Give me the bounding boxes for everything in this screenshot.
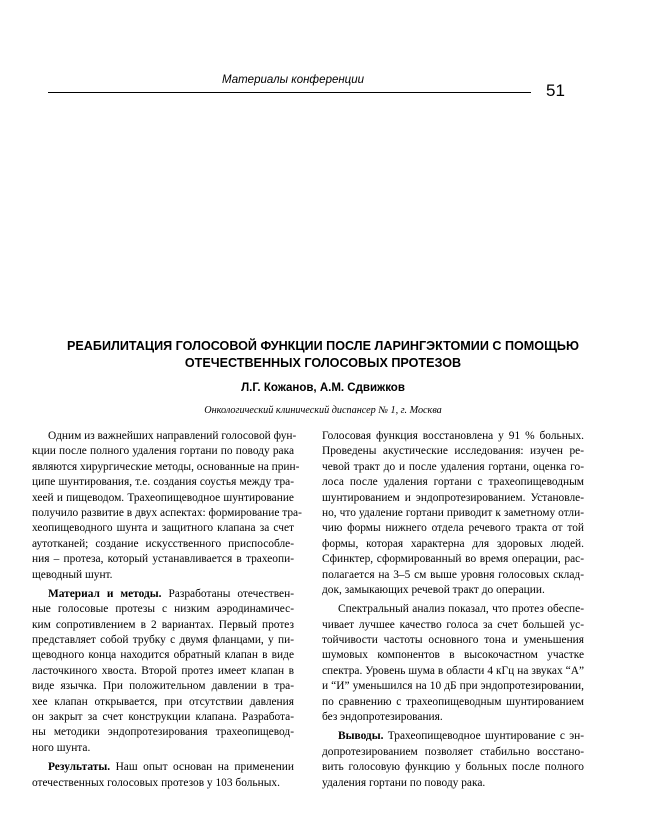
text-line: удаления гортани по поводу рака. bbox=[322, 776, 486, 789]
text-line: чию формы нижнего отдела речевого тракта от той bbox=[322, 522, 584, 535]
text-line: ласточкиного хвоста. Второй протез имеет клапан в bbox=[32, 664, 294, 677]
text-line: щеводного конца находится обратный клапан в виде bbox=[32, 649, 294, 662]
text-line: Проведены акустические исследования: изучен ре- bbox=[322, 445, 584, 458]
text-line: спектра. Уровень шума в области 4 кГц на звуках “А” bbox=[322, 664, 584, 677]
text-line: Сфинктер, сформированный во время операции, рас- bbox=[322, 553, 584, 566]
text-line: шумовых компонентов в высокочастном участке bbox=[322, 649, 584, 662]
article-authors: Л.Г. Кожанов, А.М. Сдвижков bbox=[241, 382, 405, 394]
text-line: без эндопротезирования. bbox=[322, 711, 443, 724]
text-line: Выводы. Трахеопищеводное шунтирование с эн- bbox=[338, 730, 584, 743]
text-line: чевой тракт до и после удаления гортани, оценка го- bbox=[322, 460, 584, 473]
text-line: док, замыкающих речевой тракт до операции. bbox=[322, 583, 545, 596]
section-heading: Выводы. bbox=[338, 730, 384, 743]
text-line: полагается на 3–5 см выше уровня голосовых склад- bbox=[322, 568, 584, 581]
text-line: хеей и пищеводом. Трахеопищеводное шунтирование bbox=[32, 491, 294, 504]
text-line: по сравнению с трахеопищеводным шунтированием bbox=[322, 695, 584, 708]
text-line: кции после полного удаления гортани по поводу рака bbox=[32, 445, 294, 458]
text-line: хее клапан открывается, при отсутствии давления bbox=[32, 695, 294, 708]
page-number: 51 bbox=[546, 81, 565, 100]
text-line: формы, которая характерна для здоровых людей. bbox=[322, 537, 584, 550]
article-title bbox=[40, 338, 606, 372]
header-rule bbox=[48, 92, 531, 93]
text-line: получило развитие в двух аспектах: формирование тра- bbox=[32, 506, 302, 519]
text-line: тойчивости частоты основного тона и уменьшения bbox=[322, 634, 584, 647]
text-line: допротезированием позволяет стабильно восстано- bbox=[322, 745, 584, 758]
text-line: ким сопротивлением в 2 вариантах. Первый протез bbox=[32, 618, 294, 631]
text-line: ципе шунтирования, т.е. создания соустья между тра- bbox=[32, 476, 294, 489]
text-line: отечественных голосовых протезов у 103 больных. bbox=[32, 776, 280, 789]
text-line: лоса после удаления гортани с трахеопищеводным bbox=[322, 476, 584, 489]
text-line: и “И” уменьшился на 10 дБ при эндопротезировании, bbox=[322, 680, 584, 693]
text-line: ные голосовые протезы с низким аэродинамичес- bbox=[32, 603, 294, 616]
text-line: Спектральный анализ показал, что протез обеспе- bbox=[338, 603, 584, 616]
section-heading: Материал и методы. bbox=[48, 587, 162, 600]
text-line: являются хирургические методы, основанные на прин- bbox=[32, 460, 300, 473]
text-line: чивает лучшее качество голоса за счет большей ус- bbox=[322, 618, 584, 631]
section-heading: Результаты. bbox=[48, 761, 111, 774]
article-title-line: РЕАБИЛИТАЦИЯ ГОЛОСОВОЙ ФУНКЦИИ ПОСЛЕ ЛАРИНГЭКТОМИИ С ПОМОЩЬЮ bbox=[67, 339, 579, 353]
text-line: хеопищеводного шунта и защитного клапана за счет bbox=[32, 522, 294, 535]
text-line: Результаты. Наш опыт основан на применении bbox=[48, 761, 294, 774]
text-line: Одним из важнейших направлений голосовой фун- bbox=[48, 430, 297, 442]
right-column bbox=[322, 429, 584, 791]
running-header: Материалы конференции bbox=[222, 74, 365, 86]
text-line: ны методики эндопротезирования трахеопищевод- bbox=[32, 726, 294, 739]
text-line: шунтированием и эндопротезированием. Установле- bbox=[322, 491, 584, 504]
text-line: но, что удаление гортани приводит к заметному отли- bbox=[322, 506, 584, 519]
text-line: Голосовая функция восстановлена у 91 % больных. bbox=[322, 430, 584, 442]
article-affiliation: Онкологический клинический диспансер № 1, г. Москва bbox=[204, 405, 442, 416]
article-title-line: ОТЕЧЕСТВЕННЫХ ГОЛОСОВЫХ ПРОТЕЗОВ bbox=[184, 356, 462, 370]
text-line: аутотканей; создание искусственного приспособле- bbox=[32, 537, 294, 550]
text-line: Материал и методы. Разработаны отечествен- bbox=[48, 587, 294, 600]
text-line: ного шунта. bbox=[32, 741, 91, 754]
text-line: щеводный шунт. bbox=[32, 568, 113, 581]
text-line: представляет собой трубку с двумя фланцами, у пи- bbox=[32, 634, 294, 647]
left-column bbox=[32, 429, 302, 791]
text-line: вить голосовую функцию у больных после полного bbox=[322, 761, 584, 774]
text-line: виде язычка. При положительном давлении в тра- bbox=[32, 680, 294, 693]
text-line: он закрыт за счет конструкции клапана. Разработа- bbox=[32, 711, 294, 724]
text-line: ния – протеза, который устанавливается в трахеопи- bbox=[32, 553, 294, 566]
